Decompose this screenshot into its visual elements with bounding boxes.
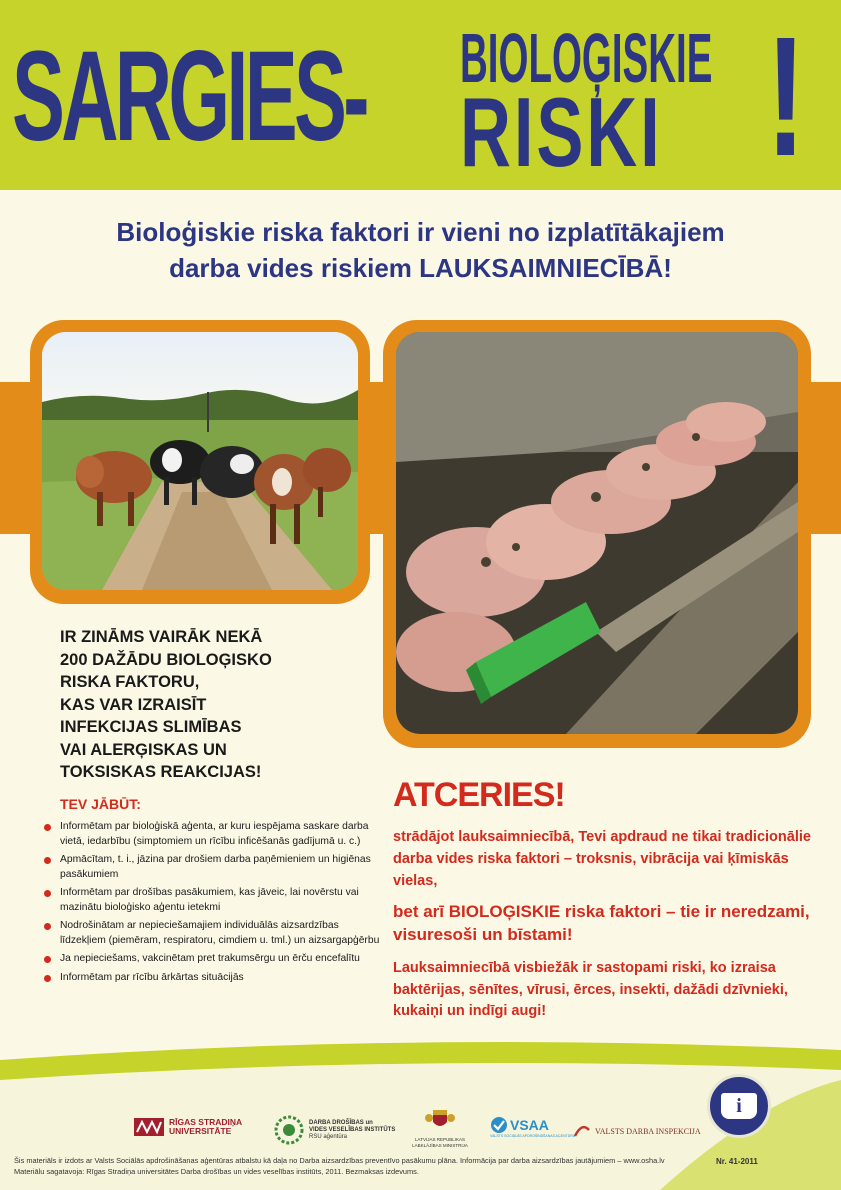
facts-line: VAI ALERĢISKAS UN — [60, 740, 227, 759]
facts-line: KAS VAR IZRAISĪT — [60, 695, 207, 714]
info-letter: i — [736, 1094, 742, 1117]
info-icon — [707, 1074, 771, 1138]
remember-paragraph-1: strādājot lauksaimniecībā, Tevi apdraud ne tikai tradicionālie darba vides riska faktori – troksnis, vibrācija vai ķīmiskās vielas, — [393, 829, 811, 889]
footnote-line-1: Šis materiāls ir izdots ar Valsts Sociālās apdrošināšanas aģentūras atbalstu kā daļa no Darba aizsardzības preventīvo pasākumu plāna. Informācija par darba aizsardzības jautājumiem – www.osha.lv — [14, 1156, 665, 1165]
facts-line: TOKSISKAS REAKCIJAS! — [60, 763, 262, 781]
vsaa-subtitle: VALSTS SOCIĀLĀS APDROŠINĀŠANAS AĢENTŪRA — [490, 1134, 576, 1138]
footnote-line-2: Materiālu sagatavoja: Rīgas Stradiņa universitātes Darba drošības un vides veselības institūts, 2011. Bezmaksas izdevums. — [14, 1166, 419, 1176]
institute-emblem-icon — [274, 1115, 304, 1145]
exclamation-mark: ! — [766, 2, 806, 192]
ministry-name-line-1: LATVIJAS REPUBLIKAS — [415, 1137, 465, 1142]
facts-block — [60, 626, 360, 784]
facts-line: RISKA FAKTORU, — [60, 673, 200, 691]
institute-name-line-2: VIDES VESELĪBAS INSTITŪTS — [309, 1126, 396, 1133]
facts-line: 200 DAŽĀDU BIOLOĢISKO — [60, 650, 272, 669]
vsaa-emblem-icon — [490, 1116, 508, 1134]
institute-name-line-3: RSU aģentūra — [309, 1133, 348, 1140]
list-item: Informētam par bioloģiskā aģenta, ar kuru iespējama saskare darba vietā, iedarbību (simptomiem un rīcību inficēšanās gadījumā u. c.) — [42, 820, 382, 849]
vsaa-logo — [490, 1116, 576, 1138]
list-item: Apmācītam, t. i., jāzina par drošiem darba paņēmieniem un higiēnas pasākumiem — [42, 853, 382, 882]
list-item: Ja nepieciešams, vakcinētam pret trakumsērgu un ērču encefalītu — [42, 952, 382, 967]
subtitle-line-1: Bioloģiskie riska faktori ir vieni no izplatītākajiem — [116, 217, 725, 247]
cows-photo — [42, 332, 358, 590]
vdi-logo — [574, 1124, 701, 1138]
remember-paragraph-2: bet arī BIOLOĢISKIE riska faktori – tie ir neredzami, visuresoši un bīstami! — [393, 902, 810, 944]
subtitle-line-2: darba vides riskiem LAUKSAIMNIECĪBĀ! — [169, 253, 672, 283]
must-be-list — [42, 820, 382, 989]
institute-logo — [274, 1115, 395, 1145]
rsu-name — [169, 1118, 242, 1137]
title-line-riski: RISKI — [460, 77, 663, 187]
rsu-emblem-icon — [134, 1116, 164, 1138]
book-icon — [721, 1093, 757, 1119]
ministry-name — [410, 1137, 470, 1148]
facts-line: INFEKCIJAS SLIMĪBAS — [60, 718, 242, 736]
footnote — [14, 1156, 704, 1177]
pigs-photo — [396, 332, 798, 734]
ministry-logo — [410, 1106, 470, 1148]
remember-heading: ATCERIES! — [393, 776, 565, 814]
facts-line: IR ZINĀMS VAIRĀK NEKĀ — [60, 628, 263, 646]
rsu-logo — [134, 1116, 242, 1138]
coat-of-arms-icon — [425, 1106, 455, 1132]
list-item: Nodrošinātam ar nepieciešamajiem individuālās aizsardzības līdzekļiem (piemēram, respiratoru, cimdiem u. tml.) un aizsargapģērbu — [42, 919, 382, 948]
issue-number: Nr. 41-2011 — [716, 1157, 758, 1166]
institute-name — [309, 1120, 395, 1141]
rsu-name-line-2: UNIVERSITĀTE — [169, 1126, 232, 1136]
list-item: Informētam par drošības pasākumiem, kas jāveic, lai novērstu vai mazinātu bioloģisko aģentu ietekmi — [42, 886, 382, 915]
title-line-biologiskie: BIOLOĢISKIE — [460, 19, 713, 97]
rsu-name-line-1: RĪGAS STRADIŅA — [169, 1116, 243, 1127]
remember-paragraph-3: Lauksaimniecībā visbiežāk ir sastopami riski, ko izraisa baktērijas, sēnītes, vīrusi, ērces, insekti, dažādi dzīvnieki, kukaiņi un indīgi augi! — [393, 960, 788, 1019]
vdi-name: VALSTS DARBA INSPEKCIJA — [595, 1126, 701, 1136]
ministry-name-line-2: LABKLĀJĪBAS MINISTRIJA — [412, 1142, 468, 1148]
vdi-emblem-icon — [574, 1124, 590, 1138]
subtitle — [0, 214, 841, 286]
vsaa-name: VSAA — [510, 1117, 549, 1133]
must-be-heading: TEV JĀBŪT: — [60, 796, 141, 812]
pigs-illustration — [396, 332, 798, 734]
list-item: Informētam par rīcību ārkārtas situācijās — [42, 971, 382, 986]
cows-illustration — [42, 332, 358, 590]
institute-name-line-1: DARBA DROŠĪBAS un — [309, 1119, 373, 1126]
title-main: SARGIES- — [12, 25, 366, 168]
